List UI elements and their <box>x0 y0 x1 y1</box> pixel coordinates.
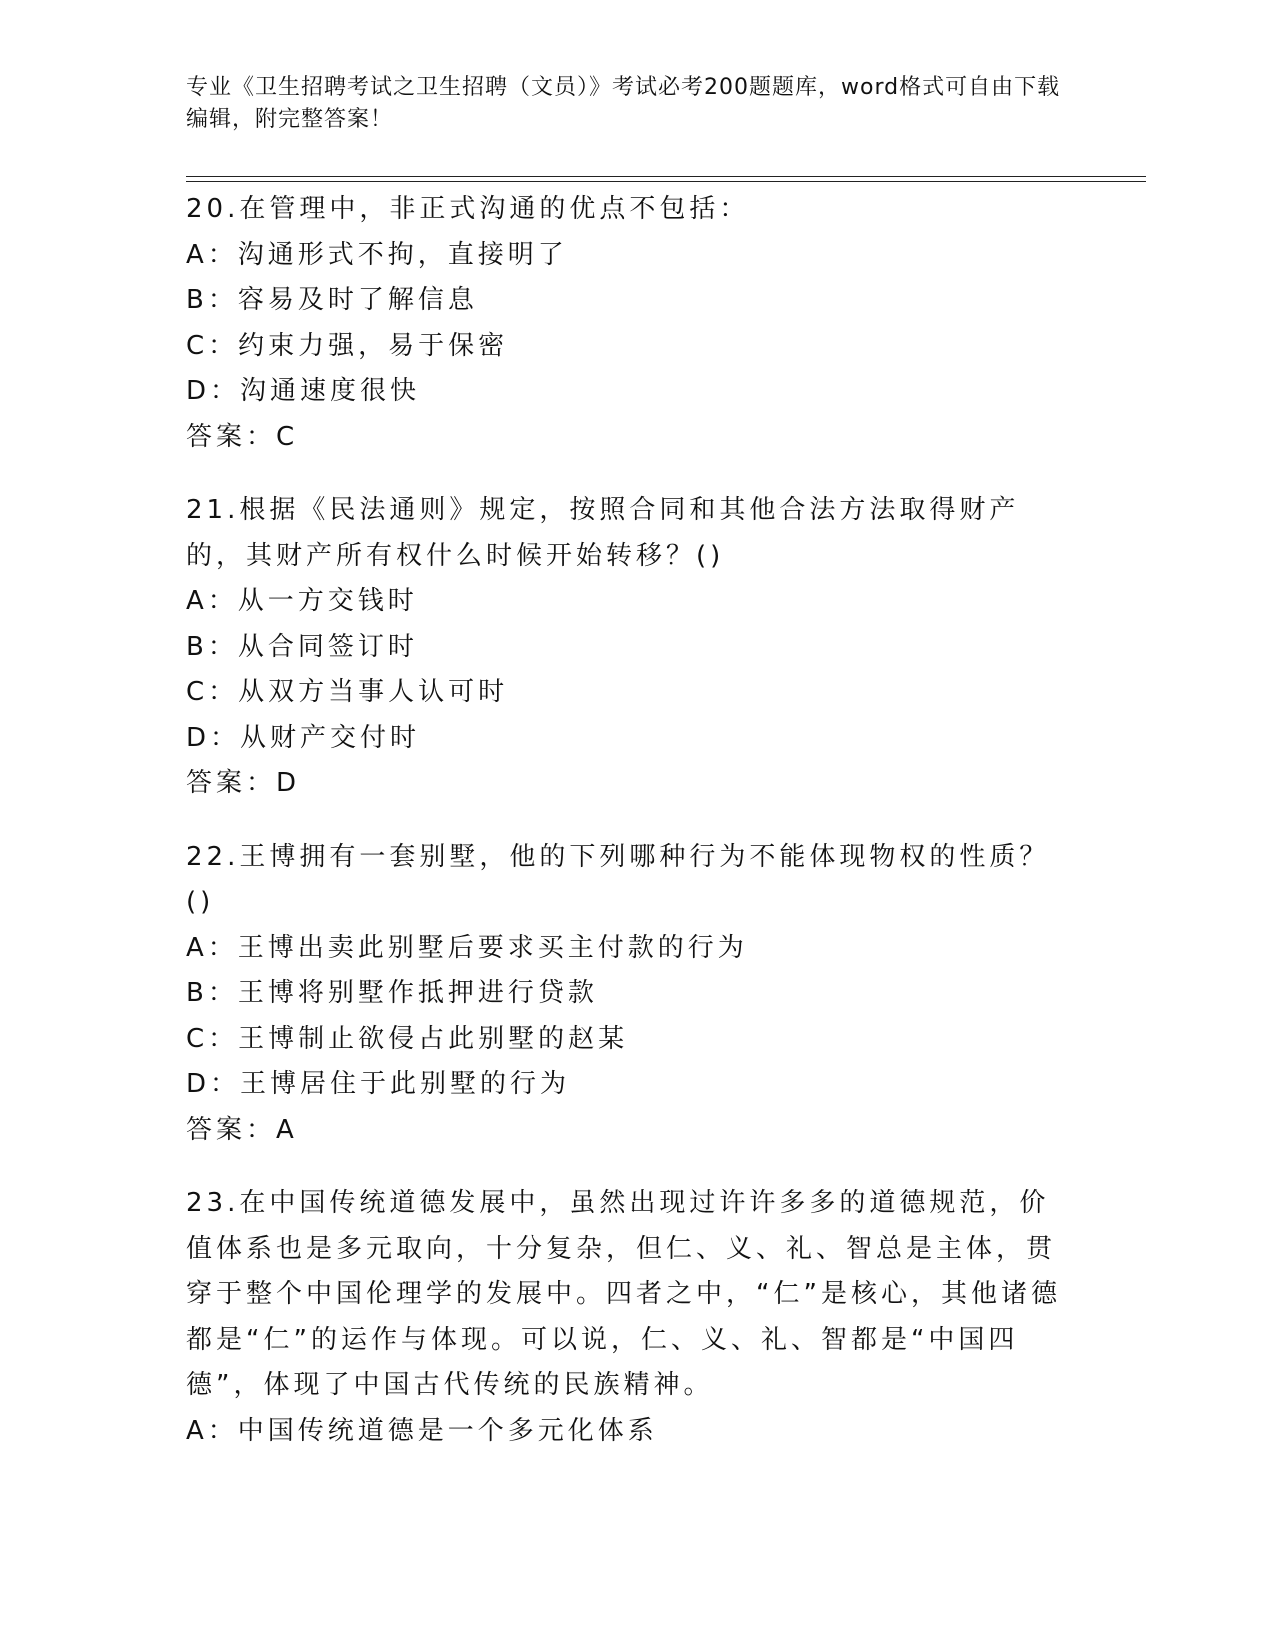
option-b: B：王博将别墅作抵押进行贷款 <box>186 978 598 1008</box>
question-22 <box>186 835 1066 1154</box>
question-text: 20.在管理中，非正式沟通的优点不包括： <box>186 194 750 224</box>
question-21 <box>186 488 1066 807</box>
option-c: C：王博制止欲侵占此别墅的赵某 <box>186 1023 629 1054</box>
answer: 答案：C <box>186 421 299 452</box>
answer: 答案：D <box>186 768 301 798</box>
question-20 <box>186 187 1066 460</box>
option-d: D：沟通速度很快 <box>186 376 421 406</box>
option-a: A：沟通形式不拘，直接明了 <box>186 239 568 270</box>
question-text: 22.王博拥有一套别墅，他的下列哪种行为不能体现物权的性质？() <box>186 841 1050 917</box>
option-c: C：从双方当事人认可时 <box>186 677 509 707</box>
option-a: A：王博出卖此别墅后要求买主付款的行为 <box>186 932 748 963</box>
question-23 <box>186 1181 1066 1454</box>
option-b: B：容易及时了解信息 <box>186 285 478 315</box>
option-b: B：从合同签订时 <box>186 631 418 662</box>
header-rule-top <box>186 176 1146 177</box>
answer: 答案：A <box>186 1114 298 1145</box>
option-a: A：中国传统道德是一个多元化体系 <box>186 1415 658 1446</box>
question-text: 23.在中国传统道德发展中，虽然出现过许许多多的道德规范，价值体系也是多元取向，十分复杂，但仁、义、礼、智总是主体，贯穿于整个中国伦理学的发展中。四者之中，“仁”是核心，其他诸德都是“仁”的运作与体现。可以说，仁、义、礼、智都是“中国四德”，体现了中国古代传统的民族精神。 <box>186 1188 1061 1400</box>
question-list <box>186 187 1066 1482</box>
header-rule-bottom <box>186 181 1146 182</box>
option-a: A：从一方交钱时 <box>186 586 418 616</box>
document-header: 专业《卫生招聘考试之卫生招聘（文员）》考试必考200题题库，word格式可自由下载编辑，附完整答案！ <box>186 75 1061 132</box>
option-d: D：王博居住于此别墅的行为 <box>186 1069 571 1099</box>
option-c: C：约束力强，易于保密 <box>186 330 509 361</box>
option-d: D：从财产交付时 <box>186 722 421 753</box>
question-text: 21.根据《民法通则》规定，按照合同和其他合法方法取得财产的，其财产所有权什么时候开始转移？() <box>186 495 1020 571</box>
